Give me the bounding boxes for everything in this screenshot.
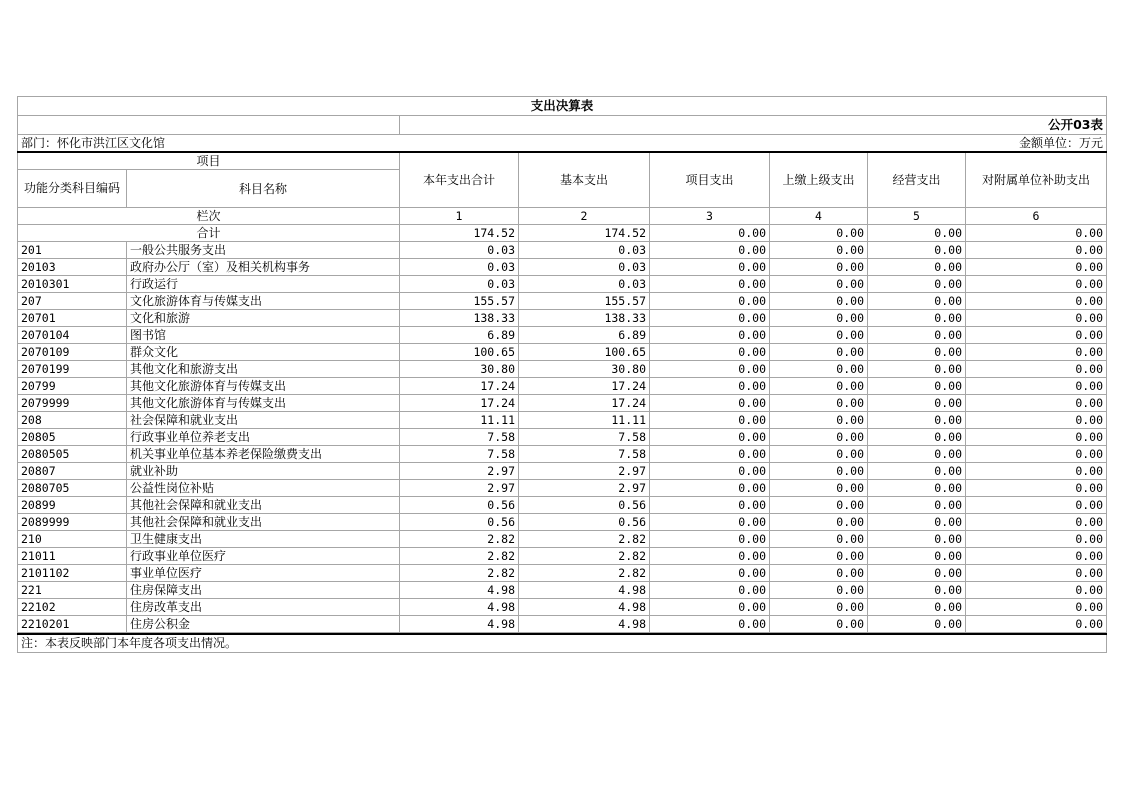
row-code: 20899 xyxy=(18,497,127,514)
row-value: 0.00 xyxy=(650,497,770,514)
row-value: 0.00 xyxy=(650,480,770,497)
row-value: 0.00 xyxy=(966,616,1107,633)
row-value: 0.00 xyxy=(770,463,868,480)
header-col-6: 对附属单位补助支出 xyxy=(966,152,1107,208)
row-value: 0.00 xyxy=(966,344,1107,361)
table-row xyxy=(18,548,1107,565)
row-value: 0.00 xyxy=(650,446,770,463)
table-footer xyxy=(17,633,1107,653)
row-value: 0.00 xyxy=(770,480,868,497)
row-value: 0.00 xyxy=(868,446,966,463)
row-value: 4.98 xyxy=(519,582,650,599)
row-value: 0.00 xyxy=(770,531,868,548)
table-row xyxy=(18,480,1107,497)
row-value: 2.97 xyxy=(519,463,650,480)
expenditure-table xyxy=(17,96,1107,633)
table-title: 支出决算表 xyxy=(18,97,1107,116)
row-value: 0.00 xyxy=(966,514,1107,531)
row-name: 其他社会保障和就业支出 xyxy=(127,497,400,514)
row-value: 0.00 xyxy=(868,429,966,446)
row-name: 行政事业单位医疗 xyxy=(127,548,400,565)
row-value: 0.00 xyxy=(868,378,966,395)
row-value: 0.00 xyxy=(650,276,770,293)
row-value: 2.97 xyxy=(400,463,519,480)
row-value: 0.00 xyxy=(868,497,966,514)
row-value: 0.00 xyxy=(966,412,1107,429)
row-value: 0.00 xyxy=(966,463,1107,480)
table-row xyxy=(18,310,1107,327)
table-row xyxy=(18,395,1107,412)
table-row xyxy=(18,565,1107,582)
row-value: 6.89 xyxy=(519,327,650,344)
row-value: 0.00 xyxy=(966,446,1107,463)
row-value: 0.00 xyxy=(650,242,770,259)
row-value: 0.00 xyxy=(770,446,868,463)
table-row xyxy=(18,412,1107,429)
row-value: 0.03 xyxy=(519,276,650,293)
row-name: 就业补助 xyxy=(127,463,400,480)
row-value: 100.65 xyxy=(400,344,519,361)
header-col-3: 项目支出 xyxy=(650,152,770,208)
row-value: 0.00 xyxy=(966,242,1107,259)
unit-label: 金额单位：万元 xyxy=(400,135,1107,153)
row-code: 22102 xyxy=(18,599,127,616)
row-value: 4.98 xyxy=(519,616,650,633)
row-value: 0.00 xyxy=(650,514,770,531)
row-value: 0.00 xyxy=(868,344,966,361)
row-value: 7.58 xyxy=(519,429,650,446)
table-row xyxy=(18,344,1107,361)
row-value: 0.00 xyxy=(868,276,966,293)
row-value: 0.00 xyxy=(868,480,966,497)
row-name: 住房保障支出 xyxy=(127,582,400,599)
total-value: 0.00 xyxy=(868,225,966,242)
row-value: 0.00 xyxy=(966,327,1107,344)
row-value: 0.00 xyxy=(650,395,770,412)
row-name: 其他文化和旅游支出 xyxy=(127,361,400,378)
table-row xyxy=(18,463,1107,480)
row-code: 2079999 xyxy=(18,395,127,412)
row-value: 0.00 xyxy=(650,599,770,616)
row-value: 6.89 xyxy=(400,327,519,344)
row-name: 其他社会保障和就业支出 xyxy=(127,514,400,531)
row-code: 210 xyxy=(18,531,127,548)
row-value: 0.00 xyxy=(868,361,966,378)
form-code: 公开03表 xyxy=(400,116,1107,135)
row-value: 0.00 xyxy=(868,582,966,599)
row-code: 2070109 xyxy=(18,344,127,361)
row-value: 0.00 xyxy=(650,412,770,429)
row-value: 17.24 xyxy=(519,378,650,395)
row-value: 17.24 xyxy=(519,395,650,412)
row-value: 0.00 xyxy=(770,497,868,514)
row-name: 一般公共服务支出 xyxy=(127,242,400,259)
row-value: 0.00 xyxy=(650,582,770,599)
table-row xyxy=(18,327,1107,344)
row-code: 20805 xyxy=(18,429,127,446)
row-code: 21011 xyxy=(18,548,127,565)
total-value: 0.00 xyxy=(650,225,770,242)
header-col-5: 经营支出 xyxy=(868,152,966,208)
row-value: 100.65 xyxy=(519,344,650,361)
row-name: 图书馆 xyxy=(127,327,400,344)
row-value: 0.00 xyxy=(966,497,1107,514)
row-value: 0.00 xyxy=(650,616,770,633)
row-value: 0.00 xyxy=(966,361,1107,378)
header-col-1: 本年支出合计 xyxy=(400,152,519,208)
row-value: 0.03 xyxy=(400,259,519,276)
row-code: 201 xyxy=(18,242,127,259)
row-code: 20807 xyxy=(18,463,127,480)
row-value: 30.80 xyxy=(400,361,519,378)
row-value: 0.03 xyxy=(400,242,519,259)
row-code: 2089999 xyxy=(18,514,127,531)
row-code: 2101102 xyxy=(18,565,127,582)
total-label: 合计 xyxy=(18,225,400,242)
row-value: 7.58 xyxy=(519,446,650,463)
total-value: 0.00 xyxy=(966,225,1107,242)
row-value: 0.00 xyxy=(868,293,966,310)
row-value: 30.80 xyxy=(519,361,650,378)
row-value: 0.00 xyxy=(770,514,868,531)
header-code: 功能分类科目编码 xyxy=(18,170,127,208)
lanci-number: 4 xyxy=(770,208,868,225)
row-value: 4.98 xyxy=(400,616,519,633)
row-value: 2.82 xyxy=(519,531,650,548)
row-name: 社会保障和就业支出 xyxy=(127,412,400,429)
row-value: 0.00 xyxy=(966,548,1107,565)
expenditure-table-sheet xyxy=(17,96,1106,653)
row-code: 2080705 xyxy=(18,480,127,497)
row-value: 138.33 xyxy=(519,310,650,327)
row-code: 2070104 xyxy=(18,327,127,344)
row-name: 政府办公厅（室）及相关机构事务 xyxy=(127,259,400,276)
row-value: 0.00 xyxy=(770,242,868,259)
row-code: 2080505 xyxy=(18,446,127,463)
table-row xyxy=(18,242,1107,259)
row-value: 0.00 xyxy=(770,310,868,327)
row-value: 2.82 xyxy=(519,565,650,582)
row-value: 0.03 xyxy=(519,242,650,259)
row-value: 0.00 xyxy=(770,565,868,582)
row-value: 0.00 xyxy=(770,344,868,361)
row-value: 0.00 xyxy=(966,395,1107,412)
table-row xyxy=(18,514,1107,531)
row-value: 0.00 xyxy=(868,599,966,616)
table-row xyxy=(18,446,1107,463)
row-value: 0.00 xyxy=(770,361,868,378)
row-value: 0.00 xyxy=(966,429,1107,446)
header-col-4: 上缴上级支出 xyxy=(770,152,868,208)
row-name: 事业单位医疗 xyxy=(127,565,400,582)
row-value: 0.00 xyxy=(650,429,770,446)
row-value: 0.00 xyxy=(650,565,770,582)
table-row xyxy=(18,582,1107,599)
row-code: 2010301 xyxy=(18,276,127,293)
total-value: 0.00 xyxy=(770,225,868,242)
row-value: 0.00 xyxy=(966,599,1107,616)
row-value: 0.00 xyxy=(868,463,966,480)
row-name: 机关事业单位基本养老保险缴费支出 xyxy=(127,446,400,463)
row-value: 0.00 xyxy=(770,378,868,395)
row-value: 7.58 xyxy=(400,446,519,463)
table-row xyxy=(18,429,1107,446)
row-value: 0.00 xyxy=(966,378,1107,395)
total-value: 174.52 xyxy=(519,225,650,242)
table-row xyxy=(18,378,1107,395)
row-value: 155.57 xyxy=(400,293,519,310)
row-name: 其他文化旅游体育与传媒支出 xyxy=(127,378,400,395)
row-value: 0.00 xyxy=(966,480,1107,497)
row-value: 0.00 xyxy=(770,293,868,310)
table-row xyxy=(18,616,1107,633)
table-note: 注：本表反映部门本年度各项支出情况。 xyxy=(18,634,1107,652)
row-value: 0.56 xyxy=(519,514,650,531)
row-value: 2.97 xyxy=(519,480,650,497)
row-value: 2.97 xyxy=(400,480,519,497)
row-value: 0.00 xyxy=(868,531,966,548)
row-value: 0.00 xyxy=(770,429,868,446)
row-value: 0.56 xyxy=(400,497,519,514)
lanci-number: 5 xyxy=(868,208,966,225)
row-value: 2.82 xyxy=(400,531,519,548)
row-value: 0.00 xyxy=(868,242,966,259)
row-code: 20701 xyxy=(18,310,127,327)
department-label: 部门：怀化市洪江区文化馆 xyxy=(18,135,400,153)
table-row xyxy=(18,497,1107,514)
row-name: 住房公积金 xyxy=(127,616,400,633)
total-row xyxy=(18,225,1107,242)
table-row xyxy=(18,531,1107,548)
row-name: 文化和旅游 xyxy=(127,310,400,327)
row-value: 0.00 xyxy=(868,395,966,412)
row-name: 住房改革支出 xyxy=(127,599,400,616)
row-value: 2.82 xyxy=(400,565,519,582)
header-col-2: 基本支出 xyxy=(519,152,650,208)
row-value: 0.00 xyxy=(966,582,1107,599)
row-value: 0.00 xyxy=(966,310,1107,327)
row-value: 0.00 xyxy=(868,412,966,429)
row-value: 0.00 xyxy=(868,327,966,344)
row-value: 0.00 xyxy=(770,412,868,429)
row-value: 0.00 xyxy=(868,548,966,565)
row-value: 0.00 xyxy=(868,259,966,276)
table-row xyxy=(18,293,1107,310)
row-value: 0.00 xyxy=(868,310,966,327)
row-value: 0.00 xyxy=(770,582,868,599)
row-value: 0.00 xyxy=(770,395,868,412)
row-code: 221 xyxy=(18,582,127,599)
row-value: 0.00 xyxy=(650,344,770,361)
row-value: 0.00 xyxy=(650,327,770,344)
lanci-number: 1 xyxy=(400,208,519,225)
row-code: 2210201 xyxy=(18,616,127,633)
row-code: 2070199 xyxy=(18,361,127,378)
table-row xyxy=(18,276,1107,293)
row-value: 0.00 xyxy=(650,463,770,480)
row-value: 0.00 xyxy=(868,616,966,633)
row-value: 155.57 xyxy=(519,293,650,310)
row-value: 138.33 xyxy=(400,310,519,327)
row-code: 207 xyxy=(18,293,127,310)
row-value: 4.98 xyxy=(400,582,519,599)
row-value: 0.00 xyxy=(966,565,1107,582)
row-value: 0.00 xyxy=(770,548,868,565)
header-name: 科目名称 xyxy=(127,170,400,208)
header-project: 项目 xyxy=(18,152,400,170)
row-value: 0.00 xyxy=(650,548,770,565)
row-name: 卫生健康支出 xyxy=(127,531,400,548)
row-name: 其他文化旅游体育与传媒支出 xyxy=(127,395,400,412)
row-value: 0.00 xyxy=(966,531,1107,548)
row-value: 0.56 xyxy=(519,497,650,514)
row-value: 0.00 xyxy=(650,531,770,548)
row-value: 0.03 xyxy=(519,259,650,276)
row-name: 行政事业单位养老支出 xyxy=(127,429,400,446)
row-name: 行政运行 xyxy=(127,276,400,293)
row-value: 0.00 xyxy=(770,259,868,276)
row-name: 文化旅游体育与传媒支出 xyxy=(127,293,400,310)
row-value: 0.00 xyxy=(868,565,966,582)
row-value: 0.00 xyxy=(650,310,770,327)
table-row xyxy=(18,259,1107,276)
lanci-label: 栏次 xyxy=(18,208,400,225)
row-value: 4.98 xyxy=(400,599,519,616)
total-value: 174.52 xyxy=(400,225,519,242)
table-row xyxy=(18,599,1107,616)
row-value: 17.24 xyxy=(400,395,519,412)
table-row xyxy=(18,361,1107,378)
row-value: 17.24 xyxy=(400,378,519,395)
row-code: 20103 xyxy=(18,259,127,276)
lanci-number: 3 xyxy=(650,208,770,225)
row-value: 2.82 xyxy=(400,548,519,565)
row-name: 群众文化 xyxy=(127,344,400,361)
row-code: 208 xyxy=(18,412,127,429)
row-value: 0.00 xyxy=(650,259,770,276)
row-value: 0.00 xyxy=(770,599,868,616)
row-value: 0.03 xyxy=(400,276,519,293)
row-value: 11.11 xyxy=(400,412,519,429)
row-value: 7.58 xyxy=(400,429,519,446)
row-name: 公益性岗位补贴 xyxy=(127,480,400,497)
row-value: 0.00 xyxy=(966,276,1107,293)
row-value: 0.00 xyxy=(650,361,770,378)
row-value: 4.98 xyxy=(519,599,650,616)
row-value: 0.56 xyxy=(400,514,519,531)
row-value: 0.00 xyxy=(868,514,966,531)
lanci-number: 2 xyxy=(519,208,650,225)
row-value: 0.00 xyxy=(650,378,770,395)
row-code: 20799 xyxy=(18,378,127,395)
row-value: 0.00 xyxy=(966,259,1107,276)
row-value: 0.00 xyxy=(770,616,868,633)
lanci-number: 6 xyxy=(966,208,1107,225)
row-value: 11.11 xyxy=(519,412,650,429)
row-value: 0.00 xyxy=(650,293,770,310)
row-value: 0.00 xyxy=(966,293,1107,310)
row-value: 2.82 xyxy=(519,548,650,565)
row-value: 0.00 xyxy=(770,327,868,344)
row-value: 0.00 xyxy=(770,276,868,293)
